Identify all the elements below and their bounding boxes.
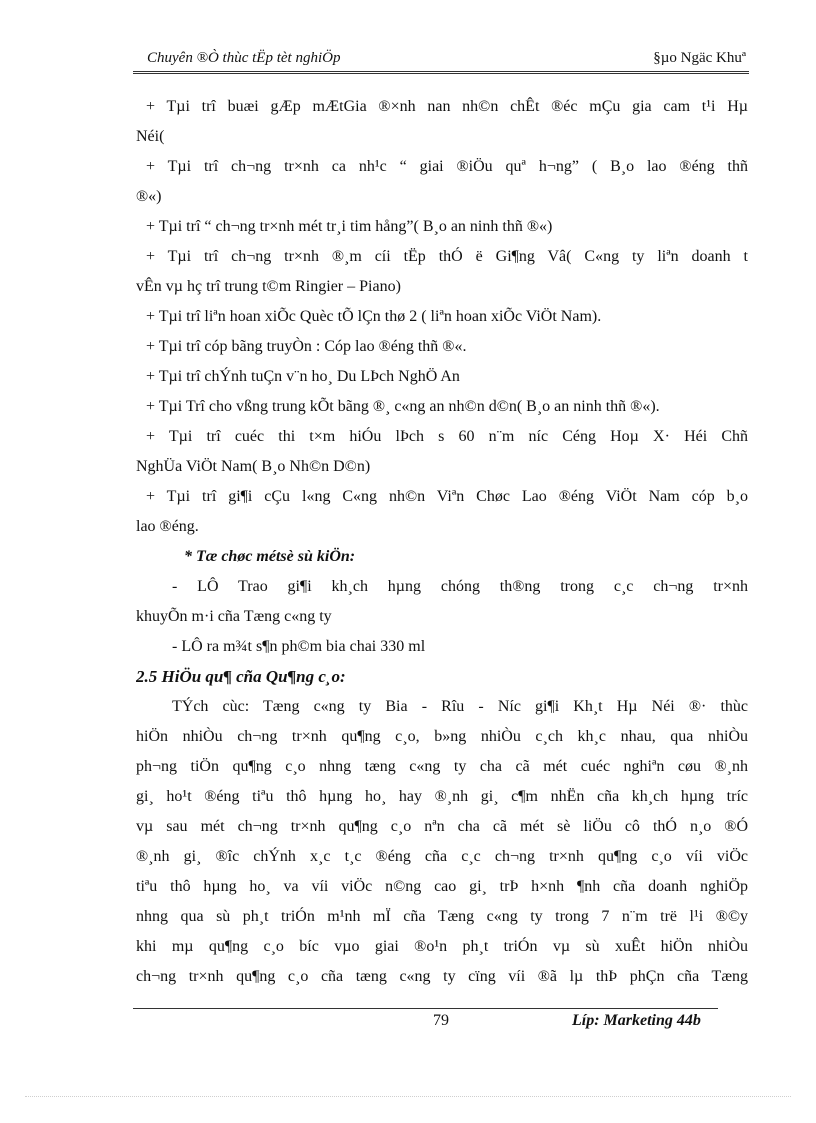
page-header-right: §µo Ngäc Khuª xyxy=(653,50,746,66)
text-line: + Tµi trî gi¶i cÇu l«ng C«ng nh©n Viªn Chøc Lao ®éng ViÖt Nam cóp b¸o xyxy=(146,488,748,505)
text-line: + Tµi trî chÝnh tuÇn v¨n ho¸ Du LÞch NghÖ An xyxy=(146,368,460,385)
text-line: lao ®éng. xyxy=(136,518,199,535)
text-line: + Tµi trî “ ch¬ng tr×nh mét tr¸i tim hång”( B¸o an ninh thñ ®«) xyxy=(146,218,553,235)
text-line: - LÔ ra m¾t s¶n ph©m bia chai 330 ml xyxy=(172,638,426,655)
text-line: nhng qua sù ph¸t triÓn m¹nh mÏ cña Tæng c«ng ty trong 7 n¨m trë l¹i ®©y xyxy=(136,908,748,925)
text-line: - LÔ Trao gi¶i kh¸ch hµng chóng th®ng trong c¸c ch¬ng tr×nh xyxy=(172,578,748,595)
text-line: + Tµi trî cóp bãng truyÒn : Cóp lao ®éng thñ ®«. xyxy=(146,338,467,355)
text-line: TÝch cùc: Tæng c«ng ty Bia - Rîu - Níc gi¶i Kh¸t Hµ Néi ®· thùc xyxy=(172,698,748,715)
text-line: + Tµi trî ch¬ng tr×nh ca nh¹c “ giai ®iÖu quª h¬ng” ( B¸o lao ®éng thñ xyxy=(146,158,748,175)
header-rule xyxy=(133,71,749,74)
text-line: * Tæ chøc métsè sù kiÖn: xyxy=(184,548,356,565)
text-line: + Tµi Trî cho vßng trung kÕt bãng ®¸ c«ng an nh©n d©n( B¸o an ninh thñ ®«). xyxy=(146,398,660,415)
text-line: NghÜa ViÖt Nam( B¸o Nh©n D©n) xyxy=(136,458,371,475)
text-line: Néi( xyxy=(136,128,165,145)
text-line: vµ sau mét ch¬ng tr×nh qu¶ng c¸o nªn cha cã mét sè liÖu cô thÓ n¸o ®Ó xyxy=(136,818,748,835)
text-line: khuyÕn m·i cña Tæng c«ng ty xyxy=(136,608,332,625)
text-line: vÊn vµ hç trî trung t©m Ringier – Piano) xyxy=(136,278,401,295)
text-line: ®¸nh gi¸ ®îc chÝnh x¸c t¸c ®éng cña c¸c ch¬ng tr×nh qu¶ng c¸o víi viÖc xyxy=(136,848,748,865)
text-line: tiªu thô hµng ho¸ va víi viÖc n©ng cao gi¸ trÞ h×nh ¶nh cña doanh nghiÖp xyxy=(136,878,748,895)
footer-rule xyxy=(133,1008,718,1009)
footer-class-label: Líp: Marketing 44b xyxy=(572,1012,701,1029)
text-line: + Tµi trî ch¬ng tr×nh ®¸m cíi tËp thÓ ë Gi¶ng Vâ( C«ng ty liªn doanh t xyxy=(146,248,748,265)
page-header-left: Chuyên ®Ò thùc tËp tèt nghiÖp xyxy=(147,50,341,66)
text-line: khi mµ qu¶ng c¸o bíc vµo giai ®o¹n ph¸t triÓn vµ sù xuÊt hiÖn nhiÒu xyxy=(136,938,748,955)
text-line: + Tµi trî buæi gÆp mÆtGia ®×nh nan nh©n chÊt ®éc mÇu gia cam t¹i Hµ xyxy=(146,98,748,115)
text-line: hiÖn nhiÒu ch¬ng tr×nh qu¶ng c¸o, b»ng nhiÒu c¸ch kh¸c nhau, qua nhiÒu xyxy=(136,728,748,745)
document-body xyxy=(136,92,748,992)
page-number: 79 xyxy=(433,1012,449,1029)
text-line: ph¬ng tiÖn qu¶ng c¸o nhng tæng c«ng ty cha cã mét cuéc nghiªn cøu ®¸nh xyxy=(136,758,748,775)
page-edge-dots xyxy=(25,1096,791,1097)
text-line: ®«) xyxy=(136,188,162,205)
text-line: + Tµi trî liªn hoan xiÕc Quèc tÕ lÇn thø 2 ( liªn hoan xiÕc ViÖt Nam). xyxy=(146,308,602,325)
text-line: gi¸ ho¹t ®éng tiªu thô hµng ho¸ hay ®¸nh gi¸ c¶m nhËn cña kh¸ch hµng tríc xyxy=(136,788,748,805)
text-line: ch¬ng tr×nh qu¶ng c¸o cña tæng c«ng ty cïng víi ®ã lµ thÞ phÇn cña Tæng xyxy=(136,968,748,985)
text-line: 2.5 HiÖu qu¶ cña Qu¶ng c¸o: xyxy=(136,667,346,686)
text-line: + Tµi trî cuéc thi t×m hiÓu lÞch s 60 n¨m níc Céng Hoµ X· Héi Chñ xyxy=(146,428,748,445)
